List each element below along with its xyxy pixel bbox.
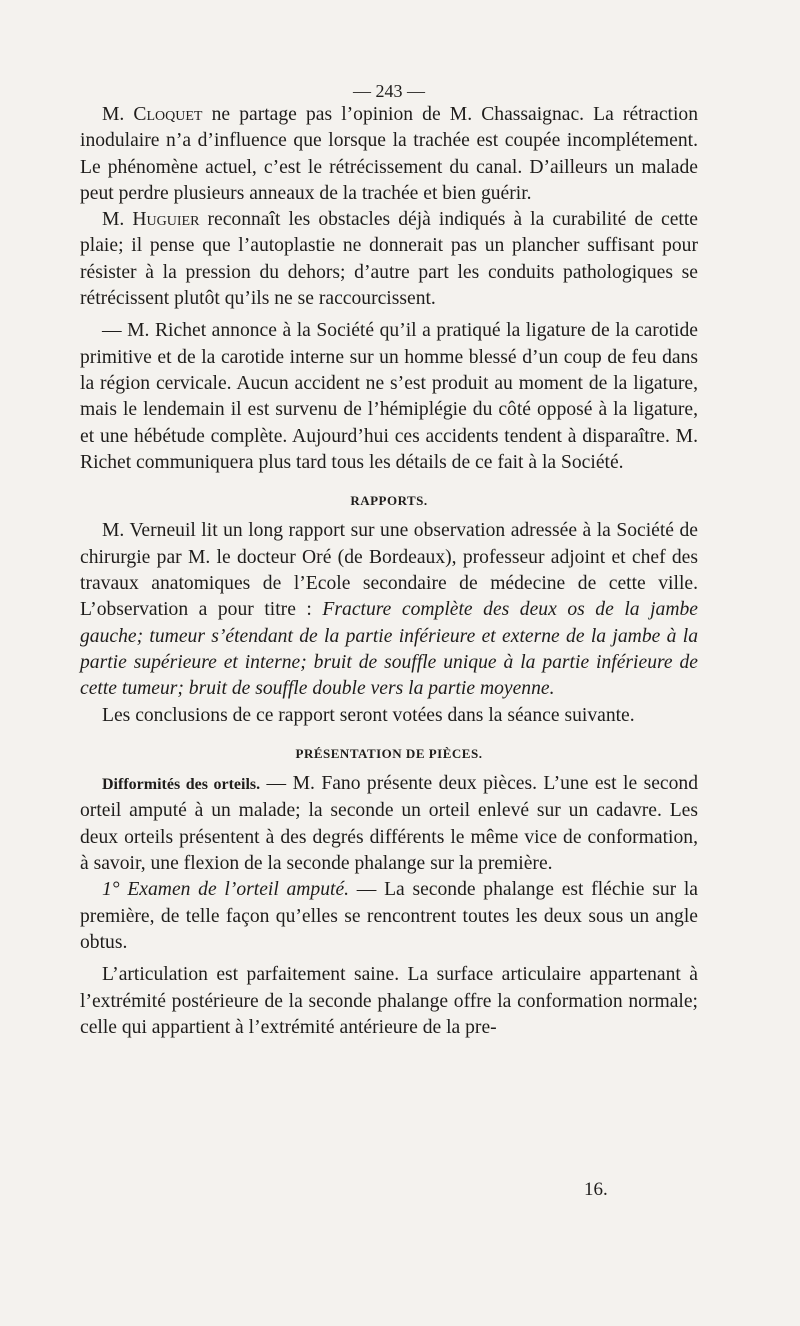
section-lead: Difformités des orteils. (102, 776, 261, 794)
paragraph-articulation: L’articulation est parfaitement saine. La surface articulaire appartenant à l’extrémité postérieure de la seconde phalange offre la conformation normale; celle qui appartient à l’extrémité antérieure de la pre- (80, 964, 698, 1038)
text-column (80, 78, 698, 1041)
paragraph-conclusions: Les conclusions de ce rapport seront votées dans la séance suivante. (102, 704, 635, 726)
paragraph-fano (80, 771, 698, 877)
paragraph-cloquet (80, 102, 698, 207)
observation-title: Fracture complète des deux os de la jambe gauche; tumeur s’étendant de la partie inférieure et externe de la jambe à la partie supérieure et interne; bruit de souffle unique à la partie inférieure de cette tumeur; bruit de souffle double vers la partie moyenne. (80, 599, 698, 700)
speaker-name: M. Huguier (102, 209, 200, 231)
paragraph-text: reconnaît les obstacles déjà indiqués à la curabilité de cette plaie; il pense que l’autoplastie ne donnerait pas un plancher suffisant pour résister à la pression du dehors; d’autre part les conduits pathologiques se rétrécissent plutôt qu’ils ne se raccourcissent. (80, 209, 698, 310)
paragraph-huguier (80, 207, 698, 312)
section-heading-pieces: PRÉSENTATION DE PIÈCES. (295, 745, 483, 761)
paragraph-examen (80, 877, 698, 956)
paragraph-text: M. Verneuil lit un long rapport sur une observation adressée à la Société de chirurgie par M. le docteur Oré (de Bordeaux), professeur adjoint et chef des travaux anatomiques de l’Ecole secondaire de médecine de cette ville. L’observation a pour titre : (80, 520, 698, 621)
section-heading-rapports: RAPPORTS. (350, 493, 428, 509)
paragraph-richet: — M. Richet annonce à la Société qu’il a pratiqué la ligature de la carotide primitive et de la carotide interne sur un homme blessé d’un coup de feu dans la région cervicale. Aucun accident ne s’est produit au moment de la ligature, mais le lendemain il est survenu de l’hémiplégie du côté opposé à la ligature, et une hébétude complète. Aujourd’hui ces accidents tendent à disparaître. M. Richet communiquera plus tard tous les détails de ce fait à la Société. (80, 320, 698, 473)
paragraph-verneuil (80, 518, 698, 702)
paragraph-text: — M. Fano présente deux pièces. L’une est le second orteil amputé à un malade; la seconde un orteil enlevé sur un cadavre. Les deux orteils présentent à des degrés différents le même vice de conformation, à savoir, une flexion de la seconde phalange sur la première. (80, 773, 699, 875)
paragraph-text: ne partage pas l’opinion de M. Chassaignac. La rétraction inodulaire n’a d’influence que lorsque la trachée est coupée incomplétement. Le phénomène actuel, c’est le rétrécissement du canal. D’ailleurs un malade peut perdre plusieurs anneaux de la trachée et bien guérir. (80, 104, 698, 204)
speaker-name: M. Cloquet (102, 104, 203, 125)
paragraph-text: — La seconde phalange est fléchie sur la première, de telle façon qu’elles se rencontrent toutes les deux sous un angle obtus. (80, 879, 698, 953)
subsection-lead: 1° Examen de l’orteil amputé. (102, 879, 350, 901)
page-number: — 243 — (353, 81, 425, 101)
signature-mark: 16. (584, 1179, 608, 1200)
